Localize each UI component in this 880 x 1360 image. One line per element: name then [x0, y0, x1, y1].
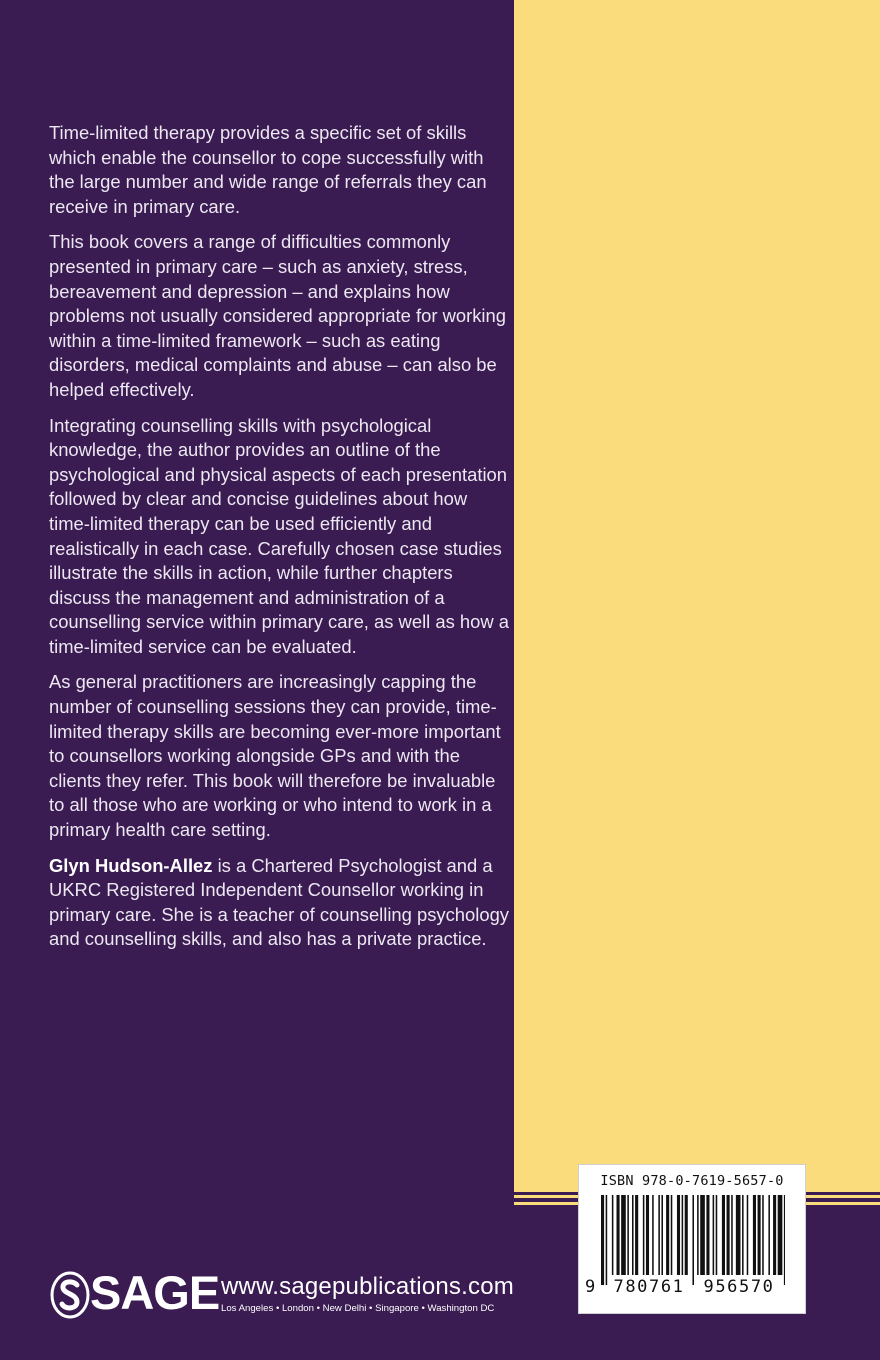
publisher-cities: Los Angeles • London • New Delhi • Singapore • Washington DC: [221, 1303, 495, 1314]
blurb-paragraph-2: This book covers a range of difficulties commonly presented in primary care – such as anxiety, stress, bereavement and depression – and explains how problems not usually considered appropriate for working within a time-limited framework – such as eating disorders, medical complaints and abuse – can also be helped effectively.: [49, 231, 506, 400]
ean-left-digits: 780761: [613, 1277, 685, 1297]
blurb-paragraph-1: Time-limited therapy provides a specific set of skills which enable the counsellor to cope successfully with the large number and wide range of referrals they can receive in primary care.: [49, 122, 487, 217]
publisher-url[interactable]: www.sagepublications.com: [221, 1273, 514, 1300]
author-bio: [49, 854, 509, 952]
barcode-icon: [601, 1195, 785, 1285]
isbn-barcode-box: [578, 1164, 806, 1314]
author-name: Glyn Hudson-Allez: [49, 854, 213, 876]
blurb-paragraph-4: As general practitioners are increasingly capping the number of counselling sessions they can provide, time-limited therapy skills are becoming ever-more important to counsellors working alongside GPs and with the clients they refer. This book will therefore be invaluable to all those who are working or who intend to work in a primary health care setting.: [49, 671, 501, 841]
back-cover-blurb: [49, 121, 509, 963]
isbn-label: ISBN 978-0-7619-5657-0: [600, 1173, 784, 1189]
ean-first-digit: 9: [585, 1277, 596, 1297]
blurb-paragraph-3: Integrating counselling skills with psychological knowledge, the author provides an outline of the psychological and physical aspects of each presentation followed by clear and concise guidelines about how time-limited therapy can be used efficiently and realistically in each case. Carefully chosen case studies illustrate the skills in action, while further chapters discuss the management and administration of a counselling service within primary care, as well as how a time-limited service can be evaluated.: [49, 414, 509, 657]
sage-logo-icon: [50, 1271, 90, 1319]
sage-logo-text: SAGE: [90, 1266, 220, 1319]
author-bio-text: is a Chartered Psychologist and a UKRC Registered Independent Counsellor working in primary care. She is a teacher of counselling psychology and counselling skills, and also has a private practice.: [49, 854, 509, 950]
ean-right-digits: 956570: [703, 1277, 775, 1297]
yellow-side-panel: [514, 0, 880, 1192]
